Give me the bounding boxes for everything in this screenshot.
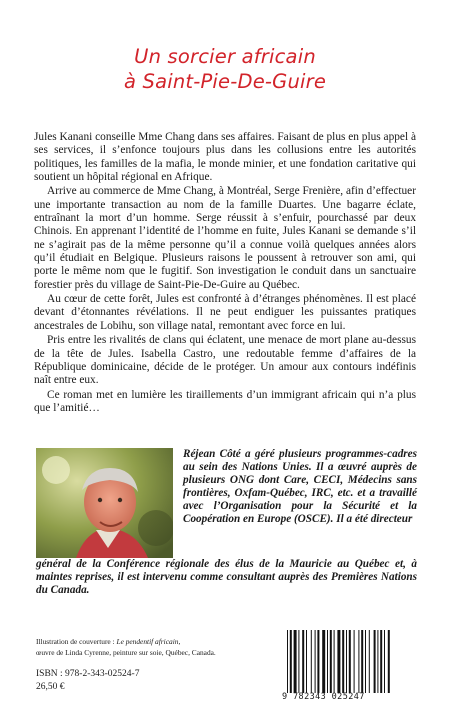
barcode-bar (298, 630, 299, 693)
barcode-bar (317, 630, 319, 693)
book-title (0, 44, 450, 94)
isbn-number: ISBN : 978-2-343-02524-7 (36, 669, 140, 679)
summary-paragraph: Au cœur de cette forêt, Jules est confronté à d’étranges phénomènes. Il est placé devant d’étonnantes révélations. Il ne peut endiguer les puissantes pratiques ancestrales de Lobihu, son village natal, remontant avec force en lui. (34, 293, 416, 332)
barcode-bar (330, 630, 332, 693)
book-title-line-2: à Saint-Pie-De-Guire (123, 70, 327, 93)
barcode-bar (388, 630, 390, 693)
cover-credit-prefix: Illustration de couverture : (36, 637, 117, 646)
barcode-bar (342, 630, 344, 693)
barcode-bar (327, 630, 328, 693)
author-bio-text: a géré plusieurs programmes-cadres au sein des Nations Unies. Il a œuvré auprès de plusieurs ONG dont Care, CECI, Médecins sans frontières, Oxfam-Québec, IRC, etc. et a travaillé avec l’Organisation pour la Sécurité et la Coopération en Europe (OSCE). Il a été directeur (183, 448, 417, 526)
book-title-line-1: Un sorcier africain (134, 45, 316, 68)
barcode-bar (334, 630, 335, 693)
author-bio-continued: général de la Conférence régionale des élus de la Mauricie au Québec et, à maintes reprises, il est intervenu comme consultant auprès des Premières Nations du Canada. (36, 558, 417, 597)
cover-credit-line-2: œuvre de Linda Cyrenne, peinture sur soie, Québec, Canada. (36, 648, 216, 657)
barcode-bar (322, 630, 325, 693)
author-photo (36, 448, 173, 558)
barcode-bar (354, 630, 355, 693)
barcode-bar (349, 630, 351, 693)
book-summary (34, 131, 416, 416)
barcode-bar (361, 630, 363, 693)
barcode-bar (337, 630, 340, 693)
summary-paragraph: Ce roman met en lumière les tiraillements d’un immigrant africain qui n’a plus que l’amitié… (34, 388, 416, 414)
barcode-bar (369, 630, 370, 693)
summary-paragraph: Jules Kanani conseille Mme Chang dans ses affaires. Faisant de plus en plus appel à ses services, il s’enfonce toujours plus dans les collusions entre les autorités politiques, les familles de la mafia, le monde minier, et une fondation caritative qui soutient un hôpital régional en Afrique. (34, 131, 416, 184)
barcode-bar (311, 630, 312, 693)
cover-artwork-title: Le pendentif africain (116, 637, 179, 646)
cover-credit-suffix: , (178, 637, 181, 646)
barcode-bar (384, 630, 385, 693)
price: 26,50 € (36, 682, 65, 692)
barcode-bar (315, 630, 316, 693)
barcode-bar (346, 630, 347, 693)
barcode-bar (302, 630, 304, 693)
summary-paragraph: Pris entre les rivalités de clans qui éclatent, une menace de mort plane au-dessus de la tête de Jules. Isabella Castro, une redoutable femme d’affaires de la République dominicaine, décide de le protéger. Un amour aux contours indéfinis naît entre eux. (34, 334, 416, 387)
barcode-bar (306, 630, 307, 693)
barcode-digits: 9 782343 025247 (282, 692, 365, 702)
barcode (285, 630, 415, 693)
barcode-bar (365, 630, 366, 693)
author-name: Réjean Côté (183, 448, 241, 460)
barcode-bar (358, 630, 359, 693)
author-portrait-illustration (36, 448, 173, 558)
barcode-bar (380, 630, 382, 693)
author-bio (183, 448, 417, 527)
barcode-bar (294, 630, 297, 693)
barcode-bar (287, 630, 288, 693)
barcode-bar (374, 630, 376, 693)
barcode-bar (290, 630, 292, 693)
isbn-block (36, 668, 139, 694)
barcode-bar (377, 630, 378, 693)
summary-paragraph: Arrive au commerce de Mme Chang, à Montréal, Serge Frenière, afin d’effectuer une importante transaction au nom de la famille Duartes. Une bagarre éclate, entraînant la mort d’un homme. Serge réussit à s’enfuir, pourchassé par deux Chinois. En apprenant l’identité de l’homme en fuite, Jules Kanani se demande s’il ne s’agirait pas de la même personne qu’il a connue voilà quelques années alors qu’il étudiait en Belgique. Plusieurs raisons le poussent à retrouver son ami, qui porte le même nom que le fugitif. Son investigation le conduit dans un sanctuaire forestier près du village de Saint-Pie-De-Guire au Québec. (34, 185, 416, 291)
